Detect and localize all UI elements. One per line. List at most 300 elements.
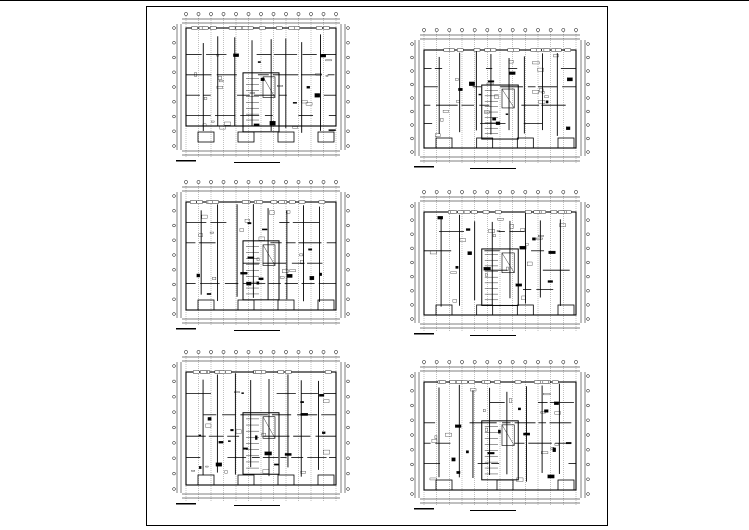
fixture-mark: [219, 80, 223, 82]
fixture-mark: [493, 235, 496, 237]
window: [471, 211, 477, 213]
fixture-mark: [538, 235, 543, 236]
elevator-shaft: [502, 89, 514, 108]
window: [494, 381, 500, 383]
window: [213, 201, 219, 203]
axis-bubble: [247, 12, 250, 15]
axis-bubble: [222, 180, 225, 183]
fixture-mark: [300, 254, 303, 256]
axis-bubble: [347, 41, 350, 44]
axis-bubble: [587, 493, 590, 496]
axis-bubble: [173, 209, 176, 212]
axis-bubble: [536, 190, 539, 193]
window: [197, 201, 203, 203]
fixture-mark: [548, 475, 555, 478]
axis-bubble: [347, 395, 350, 398]
fixture-mark: [206, 424, 211, 427]
axis-bubble: [173, 441, 176, 444]
axis-bubble: [347, 254, 350, 257]
fixture-mark: [329, 130, 336, 131]
axis-bubble: [347, 145, 350, 148]
axis-bubble: [173, 380, 176, 383]
fixture-mark: [216, 463, 222, 467]
fixture-mark: [218, 76, 221, 79]
axis-bubble: [347, 365, 350, 368]
axis-bubble: [562, 360, 565, 363]
fixture-mark: [487, 83, 493, 84]
axis-bubble: [574, 360, 577, 363]
window: [319, 201, 325, 203]
balcony: [436, 480, 452, 490]
axis-bubble: [448, 190, 451, 193]
axis-bubble: [173, 86, 176, 89]
axis-bubble: [498, 28, 501, 31]
fixture-mark: [319, 394, 324, 396]
balcony: [318, 300, 334, 310]
axis-bubble: [347, 86, 350, 89]
fixture-mark: [469, 82, 474, 86]
axis-bubble: [173, 100, 176, 103]
axis-bubble: [347, 224, 350, 227]
axis-bubble: [347, 130, 350, 133]
window: [279, 201, 285, 203]
window: [450, 381, 456, 383]
fixture-mark: [468, 252, 472, 255]
fixture-mark: [322, 432, 325, 434]
fixture-mark: [233, 54, 238, 57]
axis-bubble: [587, 389, 590, 392]
axis-bubble: [347, 27, 350, 30]
fixture-mark: [549, 251, 556, 254]
fixture-mark: [228, 441, 230, 442]
window: [242, 27, 248, 29]
axis-bubble: [173, 426, 176, 429]
fixture-mark: [310, 276, 314, 280]
axis-bubble: [473, 28, 476, 31]
axis-bubble: [587, 219, 590, 222]
fixture-mark: [498, 430, 500, 433]
window: [495, 211, 501, 213]
fixture-mark: [509, 399, 512, 403]
balcony: [558, 138, 574, 148]
plan-title-underline: [470, 335, 516, 336]
fixture-mark: [455, 425, 461, 428]
window: [552, 381, 558, 383]
window: [544, 49, 550, 51]
floor-plan-6-drawing: [410, 360, 590, 520]
fixture-mark: [532, 238, 535, 241]
balcony: [558, 305, 574, 315]
window: [565, 49, 571, 51]
axis-bubble: [209, 12, 212, 15]
fixture-mark: [516, 284, 522, 286]
axis-bubble: [222, 350, 225, 353]
axis-bubble: [411, 70, 414, 73]
axis-bubble: [347, 283, 350, 286]
window: [534, 381, 540, 383]
drawing-number-mark: [176, 503, 196, 505]
axis-bubble: [549, 28, 552, 31]
plan-title-underline: [470, 168, 516, 169]
elevator-shaft: [263, 77, 275, 98]
axis-bubble: [184, 12, 187, 15]
window: [190, 201, 196, 203]
fixture-mark: [445, 433, 451, 436]
axis-bubble: [411, 389, 414, 392]
window: [219, 371, 225, 373]
axis-bubble: [460, 28, 463, 31]
axis-bubble: [173, 411, 176, 414]
axis-bubble: [587, 318, 590, 321]
axis-bubble: [347, 426, 350, 429]
balcony: [238, 300, 254, 310]
axis-bubble: [209, 180, 212, 183]
axis-bubble: [173, 313, 176, 316]
axis-bubble: [587, 110, 590, 113]
axis-bubble: [411, 493, 414, 496]
window: [534, 211, 540, 213]
window: [316, 27, 322, 29]
floor-plan-6: [410, 360, 590, 520]
fixture-mark: [307, 86, 310, 88]
fixture-mark: [548, 281, 553, 283]
axis-bubble: [486, 360, 489, 363]
drawing-number-mark: [414, 508, 434, 510]
axis-bubble: [259, 180, 262, 183]
fixture-mark: [435, 134, 440, 137]
fixture-mark: [546, 101, 548, 103]
plan-title-underline: [234, 330, 280, 331]
axis-bubble: [411, 375, 414, 378]
window: [210, 27, 216, 29]
fixture-mark: [326, 75, 328, 76]
axis-bubble: [587, 205, 590, 208]
axis-bubble: [347, 268, 350, 271]
fixture-mark: [553, 54, 558, 57]
drawing-number-mark: [176, 328, 196, 330]
axis-bubble: [524, 190, 527, 193]
window: [513, 49, 519, 51]
axis-bubble: [411, 261, 414, 264]
axis-bubble: [347, 488, 350, 491]
axis-bubble: [511, 28, 514, 31]
fixture-mark: [242, 393, 244, 394]
axis-bubble: [473, 190, 476, 193]
fixture-mark: [323, 450, 330, 454]
axis-bubble: [197, 180, 200, 183]
axis-bubble: [587, 137, 590, 140]
window: [457, 49, 463, 51]
floor-plan-5-drawing: [410, 190, 590, 345]
axis-bubble: [347, 298, 350, 301]
balcony: [436, 138, 452, 148]
fixture-mark: [199, 466, 201, 468]
axis-bubble: [173, 298, 176, 301]
axis-bubble: [309, 12, 312, 15]
window: [323, 27, 329, 29]
window: [193, 371, 199, 373]
exterior-wall: [424, 212, 576, 315]
fixture-mark: [287, 274, 293, 277]
drawing-number-mark: [176, 160, 196, 162]
axis-bubble: [587, 43, 590, 46]
fixture-mark: [255, 436, 257, 440]
fixture-mark: [525, 243, 528, 245]
floor-plan-3-drawing: [172, 350, 350, 515]
axis-bubble: [587, 70, 590, 73]
axis-bubble: [411, 137, 414, 140]
axis-bubble: [173, 195, 176, 198]
axis-bubble: [411, 247, 414, 250]
window: [451, 211, 457, 213]
floor-plan-1: [172, 12, 350, 172]
axis-bubble: [173, 488, 176, 491]
axis-bubble: [197, 12, 200, 15]
axis-bubble: [173, 27, 176, 30]
balcony: [318, 475, 334, 485]
fixture-mark: [457, 100, 460, 103]
fixture-mark: [432, 439, 437, 442]
axis-bubble: [347, 195, 350, 198]
axis-bubble: [284, 12, 287, 15]
window: [444, 49, 450, 51]
fixture-mark: [456, 266, 459, 268]
axis-bubble: [511, 360, 514, 363]
axis-bubble: [536, 28, 539, 31]
axis-bubble: [562, 28, 565, 31]
axis-bubble: [587, 478, 590, 481]
balcony: [436, 305, 452, 315]
axis-bubble: [234, 350, 237, 353]
axis-bubble: [347, 100, 350, 103]
fixture-mark: [498, 218, 504, 220]
fixture-mark: [443, 110, 448, 112]
fixture-mark: [452, 458, 456, 461]
axis-bubble: [411, 275, 414, 278]
fixture-mark: [544, 410, 548, 413]
fixture-mark: [225, 471, 228, 474]
axis-bubble: [435, 190, 438, 193]
axis-bubble: [587, 233, 590, 236]
window: [484, 381, 490, 383]
window: [271, 201, 277, 203]
fixture-mark: [199, 435, 201, 436]
fixture-mark: [495, 95, 499, 99]
axis-bubble: [173, 457, 176, 460]
axis-bubble: [486, 28, 489, 31]
axis-bubble: [173, 365, 176, 368]
axis-bubble: [411, 463, 414, 466]
fixture-mark: [543, 393, 550, 395]
fixture-mark: [285, 453, 291, 455]
axis-bubble: [536, 360, 539, 363]
drawing-number-mark: [414, 333, 434, 335]
axis-bubble: [322, 350, 325, 353]
axis-bubble: [411, 205, 414, 208]
window: [257, 201, 263, 203]
axis-bubble: [422, 190, 425, 193]
fixture-mark: [479, 94, 481, 95]
axis-bubble: [562, 190, 565, 193]
axis-bubble: [309, 350, 312, 353]
axis-bubble: [498, 360, 501, 363]
floor-plan-5: [410, 190, 590, 345]
floor-plan-4-drawing: [410, 28, 590, 178]
fixture-mark: [248, 257, 254, 259]
axis-bubble: [587, 275, 590, 278]
axis-bubble: [347, 209, 350, 212]
axis-bubble: [334, 12, 337, 15]
axis-bubble: [322, 180, 325, 183]
fixture-mark: [492, 118, 495, 121]
axis-bubble: [587, 289, 590, 292]
window: [299, 201, 305, 203]
fixture-mark: [274, 464, 279, 465]
axis-bubble: [411, 404, 414, 407]
window: [531, 49, 537, 51]
window: [525, 211, 531, 213]
window: [458, 211, 464, 213]
window: [440, 381, 446, 383]
axis-bubble: [549, 190, 552, 193]
axis-bubble: [411, 56, 414, 59]
axis-bubble: [173, 224, 176, 227]
axis-bubble: [334, 180, 337, 183]
axis-bubble: [297, 12, 300, 15]
fixture-mark: [259, 237, 265, 240]
axis-bubble: [587, 303, 590, 306]
window: [242, 201, 248, 203]
fixture-mark: [261, 78, 264, 81]
axis-bubble: [347, 71, 350, 74]
fixture-mark: [466, 451, 468, 453]
axis-bubble: [587, 404, 590, 407]
axis-bubble: [173, 268, 176, 271]
fixture-mark: [430, 251, 436, 254]
fixture-mark: [210, 232, 214, 233]
fixture-mark: [240, 272, 247, 274]
fixture-mark: [458, 88, 462, 91]
fixture-mark: [301, 413, 308, 415]
axis-bubble: [435, 28, 438, 31]
fixture-mark: [236, 430, 241, 434]
fixture-mark: [248, 222, 251, 224]
fixture-mark: [488, 452, 495, 454]
axis-bubble: [587, 375, 590, 378]
axis-bubble: [173, 71, 176, 74]
axis-bubble: [587, 419, 590, 422]
axis-bubble: [347, 380, 350, 383]
axis-bubble: [587, 56, 590, 59]
axis-bubble: [247, 350, 250, 353]
window: [278, 371, 284, 373]
axis-bubble: [460, 360, 463, 363]
window: [289, 201, 295, 203]
axis-bubble: [587, 434, 590, 437]
axis-bubble: [272, 12, 275, 15]
axis-bubble: [284, 180, 287, 183]
fixture-mark: [466, 229, 470, 231]
fixture-mark: [488, 81, 494, 83]
window: [259, 27, 265, 29]
axis-bubble: [587, 83, 590, 86]
axis-bubble: [422, 28, 425, 31]
axis-bubble: [347, 239, 350, 242]
axis-bubble: [173, 145, 176, 148]
axis-bubble: [334, 350, 337, 353]
axis-bubble: [234, 180, 237, 183]
axis-bubble: [184, 350, 187, 353]
floor-plan-1-drawing: [172, 12, 350, 172]
balcony: [238, 132, 254, 142]
window: [255, 371, 261, 373]
fixture-mark: [277, 85, 282, 86]
balcony: [198, 300, 214, 310]
axis-bubble: [411, 124, 414, 127]
axis-bubble: [347, 457, 350, 460]
fixture-mark: [207, 293, 211, 294]
fixture-mark: [240, 228, 244, 231]
fixture-mark: [520, 246, 526, 249]
fixture-mark: [324, 399, 329, 402]
axis-bubble: [297, 350, 300, 353]
fixture-mark: [202, 215, 208, 218]
fixture-mark: [315, 93, 320, 97]
window: [485, 49, 491, 51]
fixture-mark: [211, 121, 214, 122]
axis-bubble: [411, 110, 414, 113]
fixture-mark: [224, 122, 230, 125]
fixture-mark: [293, 102, 297, 103]
axis-bubble: [173, 41, 176, 44]
fixture-mark: [204, 97, 207, 99]
fixture-mark: [258, 61, 261, 62]
axis-bubble: [411, 97, 414, 100]
axis-bubble: [173, 254, 176, 257]
window: [543, 381, 549, 383]
axis-bubble: [347, 115, 350, 118]
axis-bubble: [234, 12, 237, 15]
axis-bubble: [322, 12, 325, 15]
axis-bubble: [347, 441, 350, 444]
axis-bubble: [259, 350, 262, 353]
fixture-mark: [438, 216, 443, 219]
fixture-mark: [566, 442, 571, 444]
plan-title-underline: [234, 162, 280, 163]
fixture-mark: [293, 126, 298, 128]
axis-bubble: [173, 395, 176, 398]
floor-plan-4: [410, 28, 590, 178]
axis-bubble: [173, 115, 176, 118]
axis-bubble: [411, 233, 414, 236]
fixture-mark: [545, 96, 549, 98]
axis-bubble: [574, 190, 577, 193]
fixture-mark: [484, 267, 491, 270]
axis-bubble: [435, 360, 438, 363]
fixture-mark: [506, 114, 508, 115]
axis-bubble: [297, 180, 300, 183]
axis-bubble: [411, 289, 414, 292]
axis-bubble: [272, 350, 275, 353]
axis-bubble: [511, 190, 514, 193]
axis-bubble: [574, 28, 577, 31]
balcony: [497, 480, 513, 490]
window: [515, 381, 521, 383]
balcony: [477, 305, 493, 315]
axis-bubble: [524, 28, 527, 31]
fixture-mark: [280, 277, 284, 278]
axis-bubble: [486, 190, 489, 193]
